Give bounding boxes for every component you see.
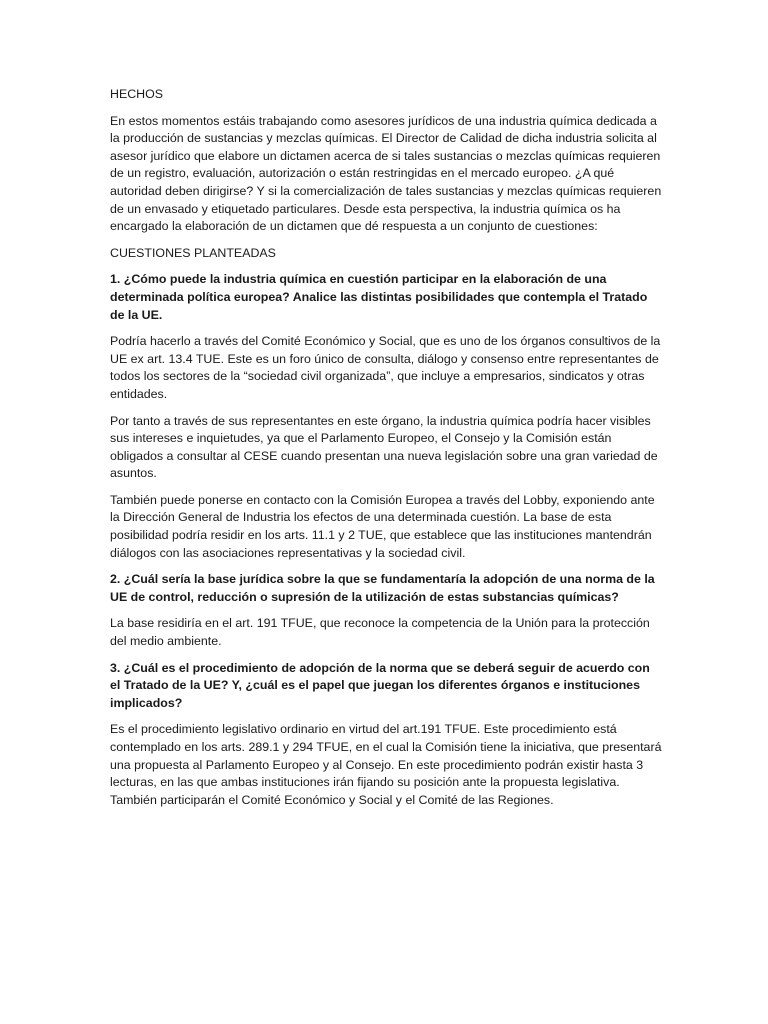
hechos-heading: HECHOS bbox=[110, 87, 164, 101]
hechos-paragraph: En estos momentos estáis trabajando como asesores jurídicos de una industria química dedicada a la producción de sustancias y mezclas químicas. El Director de Calidad de dicha industria solicita al asesor jurídico que elabore un dictamen acerca de si tales sustancias o mezclas químicas requieren de un registro, evaluación, autorización o están restringidas en el mercado europeo. ¿A qué autoridad deben dirigirse? Y si la comercialización de tales sustancias y mezclas químicas requieren de un envasado y etiquetado particulares. Desde esta perspectiva, la industria química os ha encargado la elaboración de un dictamen que dé respuesta a un conjunto de cuestiones: bbox=[110, 113, 662, 234]
answer-3-paragraph-1: Es el procedimiento legislativo ordinario en virtud del art.191 TFUE. Este procedimiento está contemplado en los arts. 289.1 y 294 TFUE, en el cual la Comisión tiene la iniciativa, que presentará una propuesta al Parlamento Europeo y al Consejo. En este procedimiento podrán existir hasta 3 lecturas, en las que ambas instituciones irán fijando su posición ante la propuesta legislativa. También participarán el Comité Económico y Social y el Comité de las Regiones. bbox=[110, 722, 662, 807]
question-3: 3. ¿Cuál es el procedimiento de adopción de la norma que se deberá seguir de acuerdo con el Tratado de la UE? Y, ¿cuál es el papel que juegan los diferentes órganos e instituciones implicados? bbox=[110, 660, 650, 710]
question-2: 2. ¿Cuál sería la base jurídica sobre la que se fundamentaría la adopción de una norma de la UE de control, reducción o supresión de la utilización de estas substancias químicas? bbox=[110, 572, 655, 604]
document-page bbox=[110, 86, 662, 818]
answer-1-paragraph-1: Podría hacerlo a través del Comité Económico y Social, que es uno de los órganos consultivos de la UE ex art. 13.4 TUE. Este es un foro único de consulta, diálogo y consenso entre representantes de todos los sectores de la “sociedad civil organizada”, que incluye a empresarios, sindicatos y otras entidades. bbox=[110, 334, 661, 401]
answer-2-paragraph-1: La base residiría en el art. 191 TFUE, que reconoce la competencia de la Unión para la protección del medio ambiente. bbox=[110, 616, 650, 649]
answer-1-paragraph-3: También puede ponerse en contacto con la Comisión Europea a través del Lobby, exponiendo ante la Dirección General de Industria los efectos de una determinada cuestión. La base de esta posibilidad podría residir en los arts. 11.1 y 2 TUE, que establece que las instituciones mantendrán diálogos con las asociaciones representativas y la sociedad civil. bbox=[110, 492, 655, 560]
answer-1-paragraph-2: Por tanto a través de sus representantes en este órgano, la industria química podría hacer visibles sus intereses e inquietudes, ya que el Parlamento Europeo, el Consejo y la Comisión están obligados a consultar al CESE cuando presentan una nueva legislación sobre una gran variedad de asuntos. bbox=[110, 413, 658, 481]
cuestiones-heading: CUESTIONES PLANTEADAS bbox=[110, 245, 276, 260]
question-1: 1. ¿Cómo puede la industria química en cuestión participar en la elaboración de una determinada política europea? Analice las distintas posibilidades que contempla el Tratado de la UE. bbox=[110, 272, 648, 322]
